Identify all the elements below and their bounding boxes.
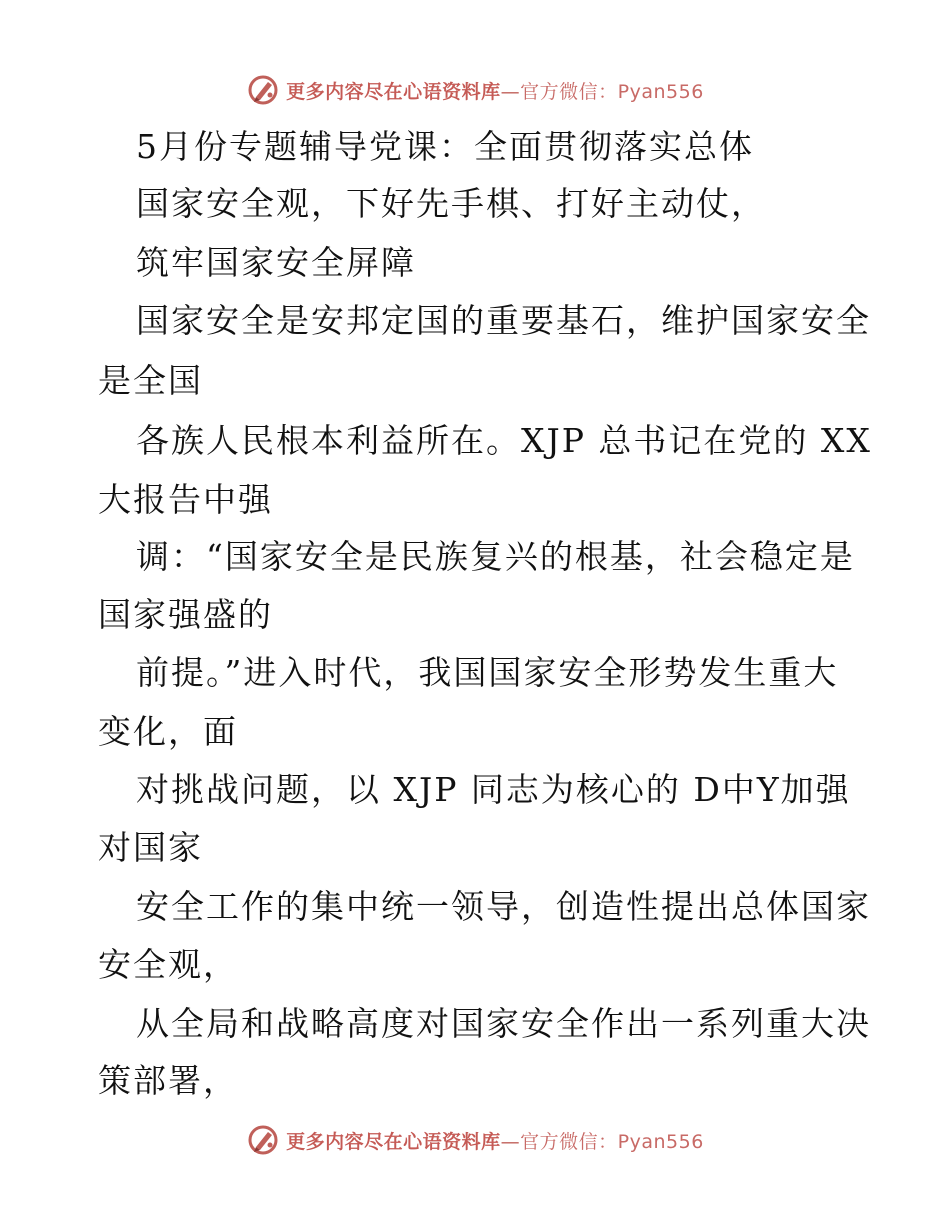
pen-logo-icon — [246, 73, 280, 107]
body-line: 大报告中强 — [98, 480, 273, 519]
title-line-2: 国家安全观，下好先手棋、打好主动仗， — [136, 184, 766, 223]
body-line: 国家安全是安邦定国的重要基石，维护国家安全 — [136, 301, 871, 340]
body-line: 是全国 — [98, 361, 203, 400]
banner-text — [286, 1127, 704, 1154]
banner-text — [286, 77, 704, 104]
body-line: 从全局和战略高度对国家安全作出一系列重大决 — [136, 1004, 871, 1043]
body-line: 对国家 — [98, 828, 203, 867]
banner-dash: — — [500, 80, 521, 103]
body-line: 调：“国家安全是民族复兴的根基，社会稳定是 — [136, 537, 855, 576]
banner-wechat: 官方微信：Pyan556 — [520, 80, 704, 103]
body-line: 前提。”进入时代，我国国家安全形势发生重大 — [136, 653, 839, 692]
body-line: 各族人民根本利益所在。XJP 总书记在党的 XX — [136, 421, 872, 460]
body-line: 安全观， — [98, 945, 238, 984]
footer-banner — [0, 1120, 950, 1160]
body-line: 安全工作的集中统一领导，创造性提出总体国家 — [136, 887, 871, 926]
banner-dash: — — [500, 1130, 521, 1153]
body-line: 变化，面 — [98, 712, 238, 751]
title-line-1: 5月份专题辅导党课：全面贯彻落实总体 — [136, 127, 754, 166]
header-banner — [0, 70, 950, 110]
banner-brand: 更多内容尽在心语资料库 — [286, 80, 501, 103]
title-line-3: 筑牢国家安全屏障 — [136, 243, 416, 282]
body-line: 对挑战问题，以 XJP 同志为核心的 D中Y加强 — [136, 770, 851, 809]
body-line: 国家强盛的 — [98, 595, 273, 634]
banner-wechat: 官方微信：Pyan556 — [520, 1130, 704, 1153]
banner-brand: 更多内容尽在心语资料库 — [286, 1130, 501, 1153]
pen-logo-icon — [246, 1123, 280, 1157]
body-line: 策部署， — [98, 1061, 238, 1100]
